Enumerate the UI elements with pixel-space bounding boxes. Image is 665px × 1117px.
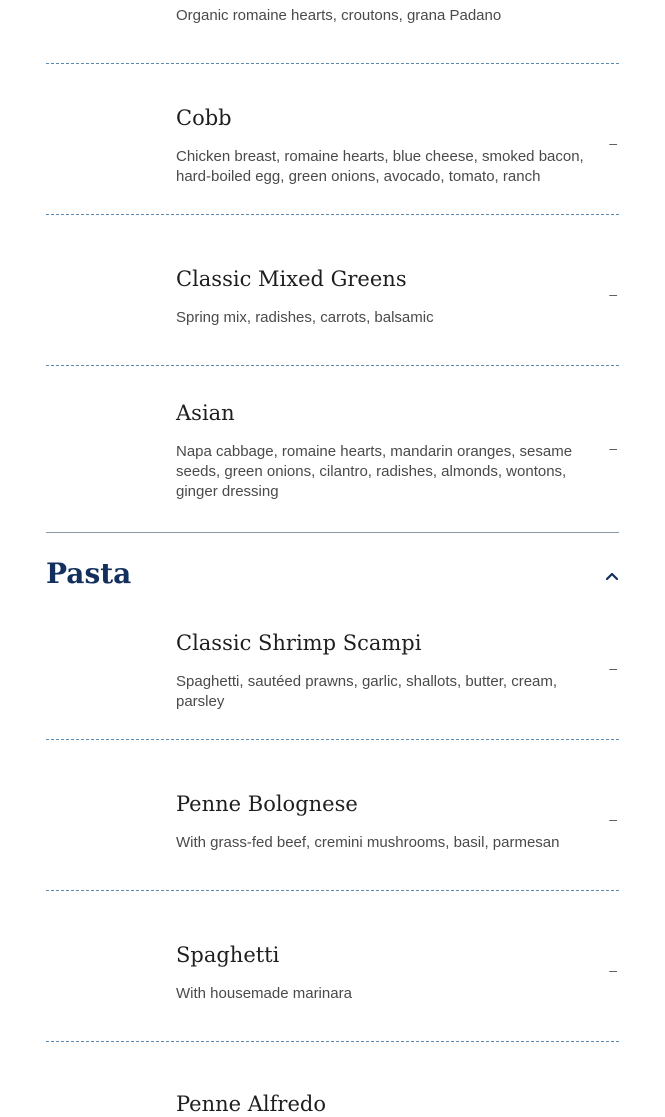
menu-item-price: – (609, 135, 617, 151)
item-divider (46, 365, 619, 366)
menu-item-description: With grass-fed beef, cremini mushrooms, basil, parmesan (176, 834, 560, 851)
item-divider (46, 890, 619, 891)
menu-item-name: Classic Shrimp Scampi (176, 631, 422, 655)
menu-item-price: – (609, 811, 617, 827)
menu-item-description: With housemade marinara (176, 985, 352, 1002)
menu-item-price: – (609, 440, 617, 456)
menu-item-name: Classic Mixed Greens (176, 267, 407, 291)
menu-item-name: Cobb (176, 106, 232, 130)
chevron-up-icon[interactable] (605, 569, 619, 583)
menu-item-price: – (609, 962, 617, 978)
menu-item-price: – (609, 660, 617, 676)
menu-item-name: Spaghetti (176, 943, 280, 967)
menu-item-description: Spaghetti, sautéed prawns, garlic, shallots, butter, cream, parsley (176, 673, 558, 710)
section-divider (46, 532, 619, 533)
menu-item-name: Penne Bolognese (176, 792, 358, 816)
menu-item-description: Organic romaine hearts, croutons, grana Padano (176, 7, 502, 24)
item-divider (46, 63, 619, 64)
menu-item-description: Chicken breast, romaine hearts, blue cheese, smoked bacon, hard-boiled egg, green onions, avocado, tomato, ranch (176, 148, 584, 185)
menu-item-price: – (609, 286, 617, 302)
menu-item-description: Spring mix, radishes, carrots, balsamic (176, 309, 434, 326)
menu-item-description: Napa cabbage, romaine hearts, mandarin oranges, sesame seeds, green onions, cilantro, radishes, almonds, wontons, ginger dressing (176, 443, 573, 500)
item-divider (46, 739, 619, 740)
item-divider (46, 1041, 619, 1042)
section-title-pasta[interactable]: Pasta (46, 557, 132, 590)
menu-item-name: Asian (176, 401, 235, 425)
menu-item-name: Penne Alfredo (176, 1092, 326, 1116)
item-divider (46, 214, 619, 215)
